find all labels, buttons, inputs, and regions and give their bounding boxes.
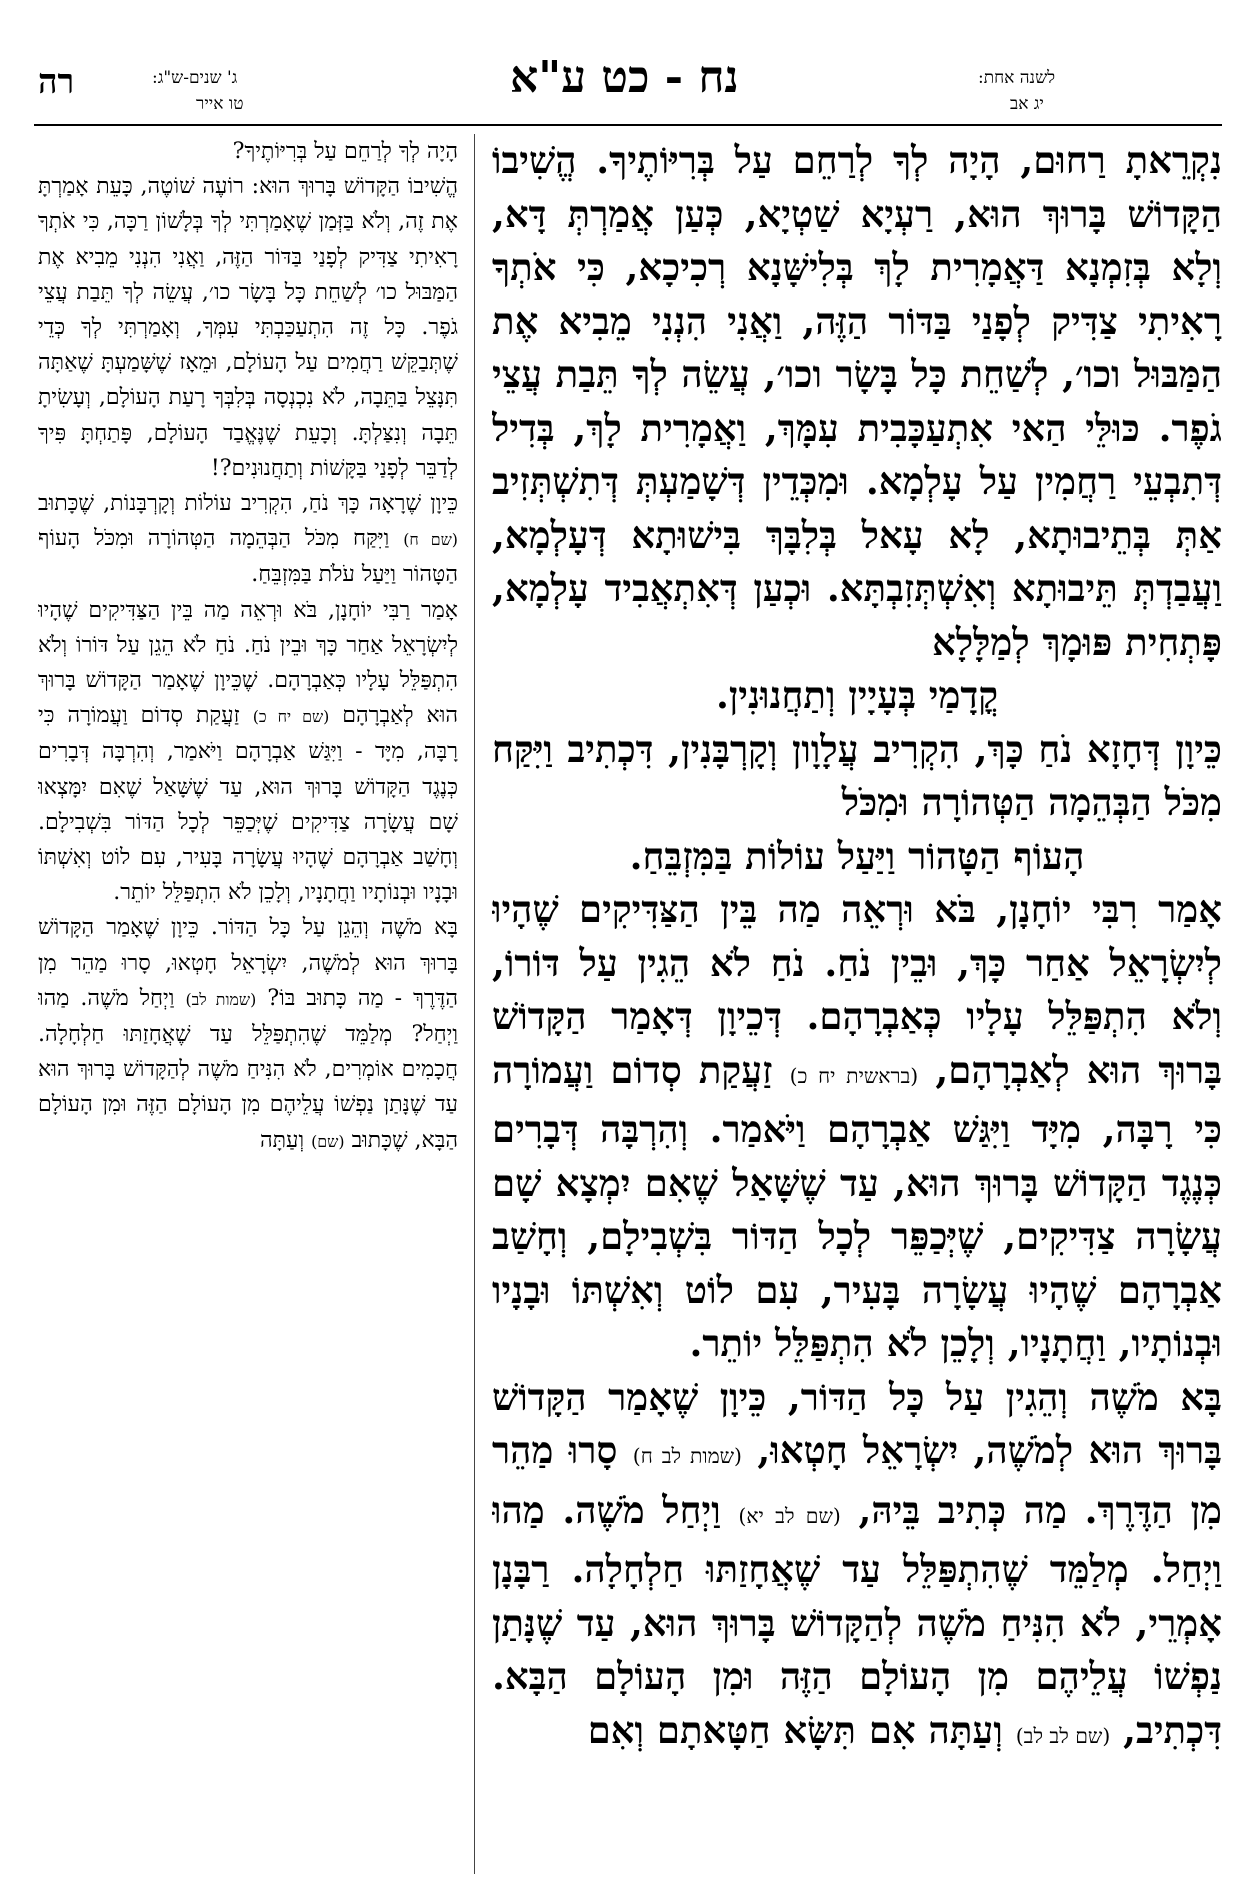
source-reference: (שמות לב): [185, 989, 257, 1009]
source-reference: (שמות לב ח): [632, 1444, 742, 1468]
source-reference: (שם יח כ): [252, 707, 330, 727]
main-paragraph-end: קֳדָמַי בְּעָיָין וְתַחֲנוּנִין.: [715, 673, 999, 717]
header-rule: [34, 124, 1222, 126]
main-paragraph: כֵּיוָן דְּחָזָא נֹחַ כָּךְ, הִקְרִיב עֲלָוָון וְקָרְבָּנִין, דִּכְתִיב וַיִּקַּח מִכֹּל הַבְּהֵמָה הַטְּהוֹרָה וּמִכֹּל: [492, 726, 1222, 824]
header-alt-cycle-label: ג' שנים-ש"ג:: [152, 68, 238, 88]
main-paragraph: אָמַר רִבִּי יוֹחָנָן, בֹּא וּרְאֵה מַה בֵּין הַצַּדִּיקִים שֶׁהָיוּ לְיִשְׂרָאֵל אַחַר כָּךְ, וּבֵין נֹחַ. נֹחַ לֹא הֵגִין עַל דּוֹרוֹ, וְלֹא הִתְפַּלֵּל עָלָיו כְּאַבְרָהָם. דְּכֵיוָן דְּאָמַר הַקָּדוֹשׁ בָּרוּךְ הוּא לְאַבְרָהָם, (בראשית יח כ) זַעֲקַת סְדוֹם וַעֲמוֹרָה כִּי רָבָּה, מִיָּד וַיִּגַּשׁ אַבְרָהָם וַיֹּאמַר. וְהִרְבָּה דְּבָרִים כְּנֶגֶד הַקָּדוֹשׁ בָּרוּךְ הוּא, עַד שֶׁשָּׁאַל שֶׁאִם יִמְצָא שָׁם עֲשָׂרָה צַדִּיקִים, שֶׁיְּכַפֵּר לְכָל הַדּוֹר בִּשְׁבִילָם, וְחָשַׁב אַבְרָהָם שֶׁהָיוּ עֲשָׂרָה בָּעִיר, עִם לוֹט וְאִשְׁתּוֹ וּבָנָיו וּבְנוֹתָיו, וַחֲתָנָיו, וְלָכֵן לֹא הִתְפַּלֵּל יוֹתֵר.: [492, 887, 1222, 1365]
translation-paragraph: אָמַר רַבִּי יוֹחָנָן, בֹּא וּרְאֵה מַה בֵּין הַצַּדִּיקִים שֶׁהָיוּ לְיִשְׂרָאֵל אַחַר כָּךְ וּבֵין נֹחַ. נֹחַ לֹא הֵגֵן עַל דּוֹרוֹ וְלֹא הִתְפַּלֵּל עָלָיו כְּאַבְרָהָם. שֶׁכֵּיוָן שֶׁאָמַר הַקָּדוֹשׁ בָּרוּךְ הוּא לְאַבְרָהָם (שם יח כ) זַעֲקַת סְדוֹם וַעֲמוֹרָה כִּי רָבָּה, מִיָּד - וַיִּגַּשׁ אַבְרָהָם וַיֹּאמַר, וְהִרְבָּה דְּבָרִים כְּנֶגֶד הַקָּדוֹשׁ בָּרוּךְ הוּא, עַד שֶׁשָּׁאַל שֶׁאִם יִמָּצְאוּ שָׁם עֲשָׂרָה צַדִּיקִים שֶׁיְּכַפֵּר לְכָל הַדּוֹר בִּשְׁבִילָם. וְחָשַׁב אַבְרָהָם שֶׁהָיוּ עֲשָׂרָה בָּעִיר, עִם לוֹט וְאִשְׁתּוֹ וּבָנָיו וּבְנוֹתָיו וַחֲתָנָיו, וְלָכֵן לֹא הִתְפַּלֵּל יוֹתֵר.: [38, 597, 458, 906]
source-reference: (בראשית יח כ): [789, 1063, 919, 1088]
main-text-column: [492, 134, 1222, 1874]
header-alt-date: טו אייר: [196, 94, 244, 114]
column-divider: [474, 134, 475, 1874]
translation-paragraph: הֱשִׁיבוֹ הַקָּדוֹשׁ בָּרוּךְ הוּא: רוֹעֶה שׁוֹטֶה, כָּעֵת אָמַרְתָּ אֶת זֶה, וְלֹא בַּזְּמַן שֶׁאָמַרְתִּי לְךָ בְּלָשׁוֹן רַכָּה, כִּי אֹתְךָ רָאִיתִי צַדִּיק לְפָנַי בַּדּוֹר הַזֶּה, וַאֲנִי הִנְנִי מֵבִיא אֶת הַמַּבּוּל כו׳ לְשַׁחֵת כָּל בָּשָׂר כו׳, עֲשֵׂה לְךָ תֵּבַת עֲצֵי גֹפֶר. כָּל זֶה הִתְעַכַּבְתִּי עִמְּךָ, וְאָמַרְתִּי לְךָ כְּדֵי שֶׁתְּבַקֵּשׁ רַחֲמִים עַל הָעוֹלָם, וּמֵאָז שֶׁשָּׁמַעְתָּ שֶׁאַתָּה תִּנָּצֵל בַּתֵּבָה, לֹא נִכְנְסָה בְּלִבְּךָ רָעַת הָעוֹלָם, וְעָשִׂיתָ תֵּבָה וְנִצַּלְתָּ. וְכָעֵת שֶׁנֶּאֱבַד הָעוֹלָם, פָּתַחְתָּ פִּיךָ לְדַבֵּר לְפָנַי בַּקָּשׁוֹת וְתַחֲנוּנִים?!: [38, 174, 458, 481]
main-paragraph-end: הָעוֹף הַטָּהוֹר וַיַּעַל עוֹלוֹת בַּמִּזְבֵּחַ.: [629, 833, 1085, 878]
page-number: רה: [38, 62, 75, 102]
main-paragraph: בָּא מֹשֶׁה וְהֵגִין עַל כָּל הַדּוֹר, כֵּיוָן שֶׁאָמַר הַקָּדוֹשׁ בָּרוּךְ הוּא לְמֹשֶׁה, יִשְׂרָאֵל חָטְאוּ, (שמות לב ח) סָרוּ מַהֵר מִן הַדֶּרֶךְ. מַה כְּתִיב בֵּיהּ, (שם לב יא) וַיְחַל מֹשֶׁה. מַהוּ וַיְחַל. מְלַמֵּד שֶׁהִתְפַּלֵּל עַד שֶׁאֲחָזַתּוּ חַלְחָלָה. רַבָּנָן אָמְרֵי, לֹא הִנִּיחַ מֹשֶׁה לְהַקָּדוֹשׁ בָּרוּךְ הוּא, עַד שֶׁנָּתַן נַפְשׁוֹ עֲלֵיהֶם מִן הָעוֹלָם הַזֶּה וּמִן הָעוֹלָם הַבָּא. דִּכְתִיב, (שם לב לב) וְעַתָּה אִם תִּשָּׂא חַטָּאתָם וְאִם: [492, 1374, 1222, 1752]
header-study-cycle-label: לשנה אחת:: [978, 68, 1056, 88]
source-reference: (שם): [311, 1131, 345, 1151]
main-paragraph: נִקְרֵאתָ רַחוּם, הָיָה לְךָ לְרַחֵם עַל בְּרִיּוֹתֶיךָ. הֱשִׁיבוֹ הַקָּדוֹשׁ בָּרוּךְ הוּא, רַעְיָא שַׁטְיָא, כְּעַן אֲמַרְתְּ דָּא, וְלָא בְּזִמְנָא דַּאֲמָרִית לָךְ בְּלִישָּׁנָא רְכִיכָא, כִּי אֹתְךָ רָאִיתִי צַדִּיק לְפָנַי בַּדּוֹר הַזֶּה, וַאֲנִי הִנְנִי מֵבִיא אֶת הַמַּבּוּל וכו׳, לְשַׁחֵת כָּל בָּשָׂר וכו׳, עֲשֵׂה לְךָ תֵּבַת עֲצֵי גֹפֶר. כּוּלֵּי הַאי אִתְעַכָּבִית עִמָּךְ, וַאֲמָרִית לָךְ, בְּדִיל דְּתִבְעֵי רַחֲמִין עַל עָלְמָא. וּמִכְּדֵין דְּשָׁמַעְתְּ דְּתִשְׁתְּזִיב אַתְּ בְּתֵיבוּתָא, לָא עָאל בְּלִבָּךְ בִּישׁוּתָא דְּעָלְמָא, וַעֲבַדְתְּ תֵּיבוּתָא וְאִשְׁתְּזִבְתָּא. וּכְעַן דְּאִתְאֲבִיד עָלְמָא, פָּתְחִית פּוּמָךְ לְמַלָּלָא: [492, 138, 1222, 664]
header-study-date: יג אב: [1010, 94, 1044, 114]
source-reference: (שם לב יא): [738, 1503, 841, 1528]
translation-paragraph: כֵּיוָן שֶׁרָאָה כָּךְ נֹחַ, הִקְרִיב עוֹלוֹת וְקָרְבָּנוֹת, שֶׁכָּתוּב (שם ח) וַיִּקַּח מִכֹּל הַבְּהֵמָה הַטְּהוֹרָה וּמִכֹּל הָעוֹף הַטָּהוֹר וַיַּעַל עֹלֹת בַּמִּזְבֵּחַ.: [38, 491, 458, 588]
translation-paragraph: בָּא מֹשֶׁה וְהֵגֵן עַל כָּל הַדּוֹר. כֵּיוָן שֶׁאָמַר הַקָּדוֹשׁ בָּרוּךְ הוּא לְמֹשֶׁה, יִשְׂרָאֵל חָטְאוּ, סָרוּ מַהֵר מִן הַדֶּרֶךְ - מַה כָּתוּב בּוֹ? (שמות לב) וַיְחַל מֹשֶׁה. מַהוּ וַיְחַל? מְלַמֵּד שֶׁהִתְפַּלֵּל עַד שֶׁאֲחָזַתּוּ חַלְחָלָה. חֲכָמִים אוֹמְרִים, לֹא הִנִּיחַ מֹשֶׁה לְהַקָּדוֹשׁ בָּרוּךְ הוּא עַד שֶׁנָּתַן נַפְשׁוֹ עֲלֵיהֶם מִן הָעוֹלָם הַזֶּה וּמִן הָעוֹלָם הַבָּא, שֶׁכָּתוּב (שם) וְעַתָּה: [38, 915, 458, 1153]
translation-column: [38, 134, 458, 1874]
translation-paragraph: הָיָה לְךָ לְרַחֵם עַל בְּרִיּוֹתֶיךָ?: [232, 139, 458, 164]
source-reference: (שם לב לב): [1015, 1723, 1111, 1748]
source-reference: (שם ח): [403, 530, 458, 550]
page-title: נח - כט ע"א: [510, 52, 739, 103]
